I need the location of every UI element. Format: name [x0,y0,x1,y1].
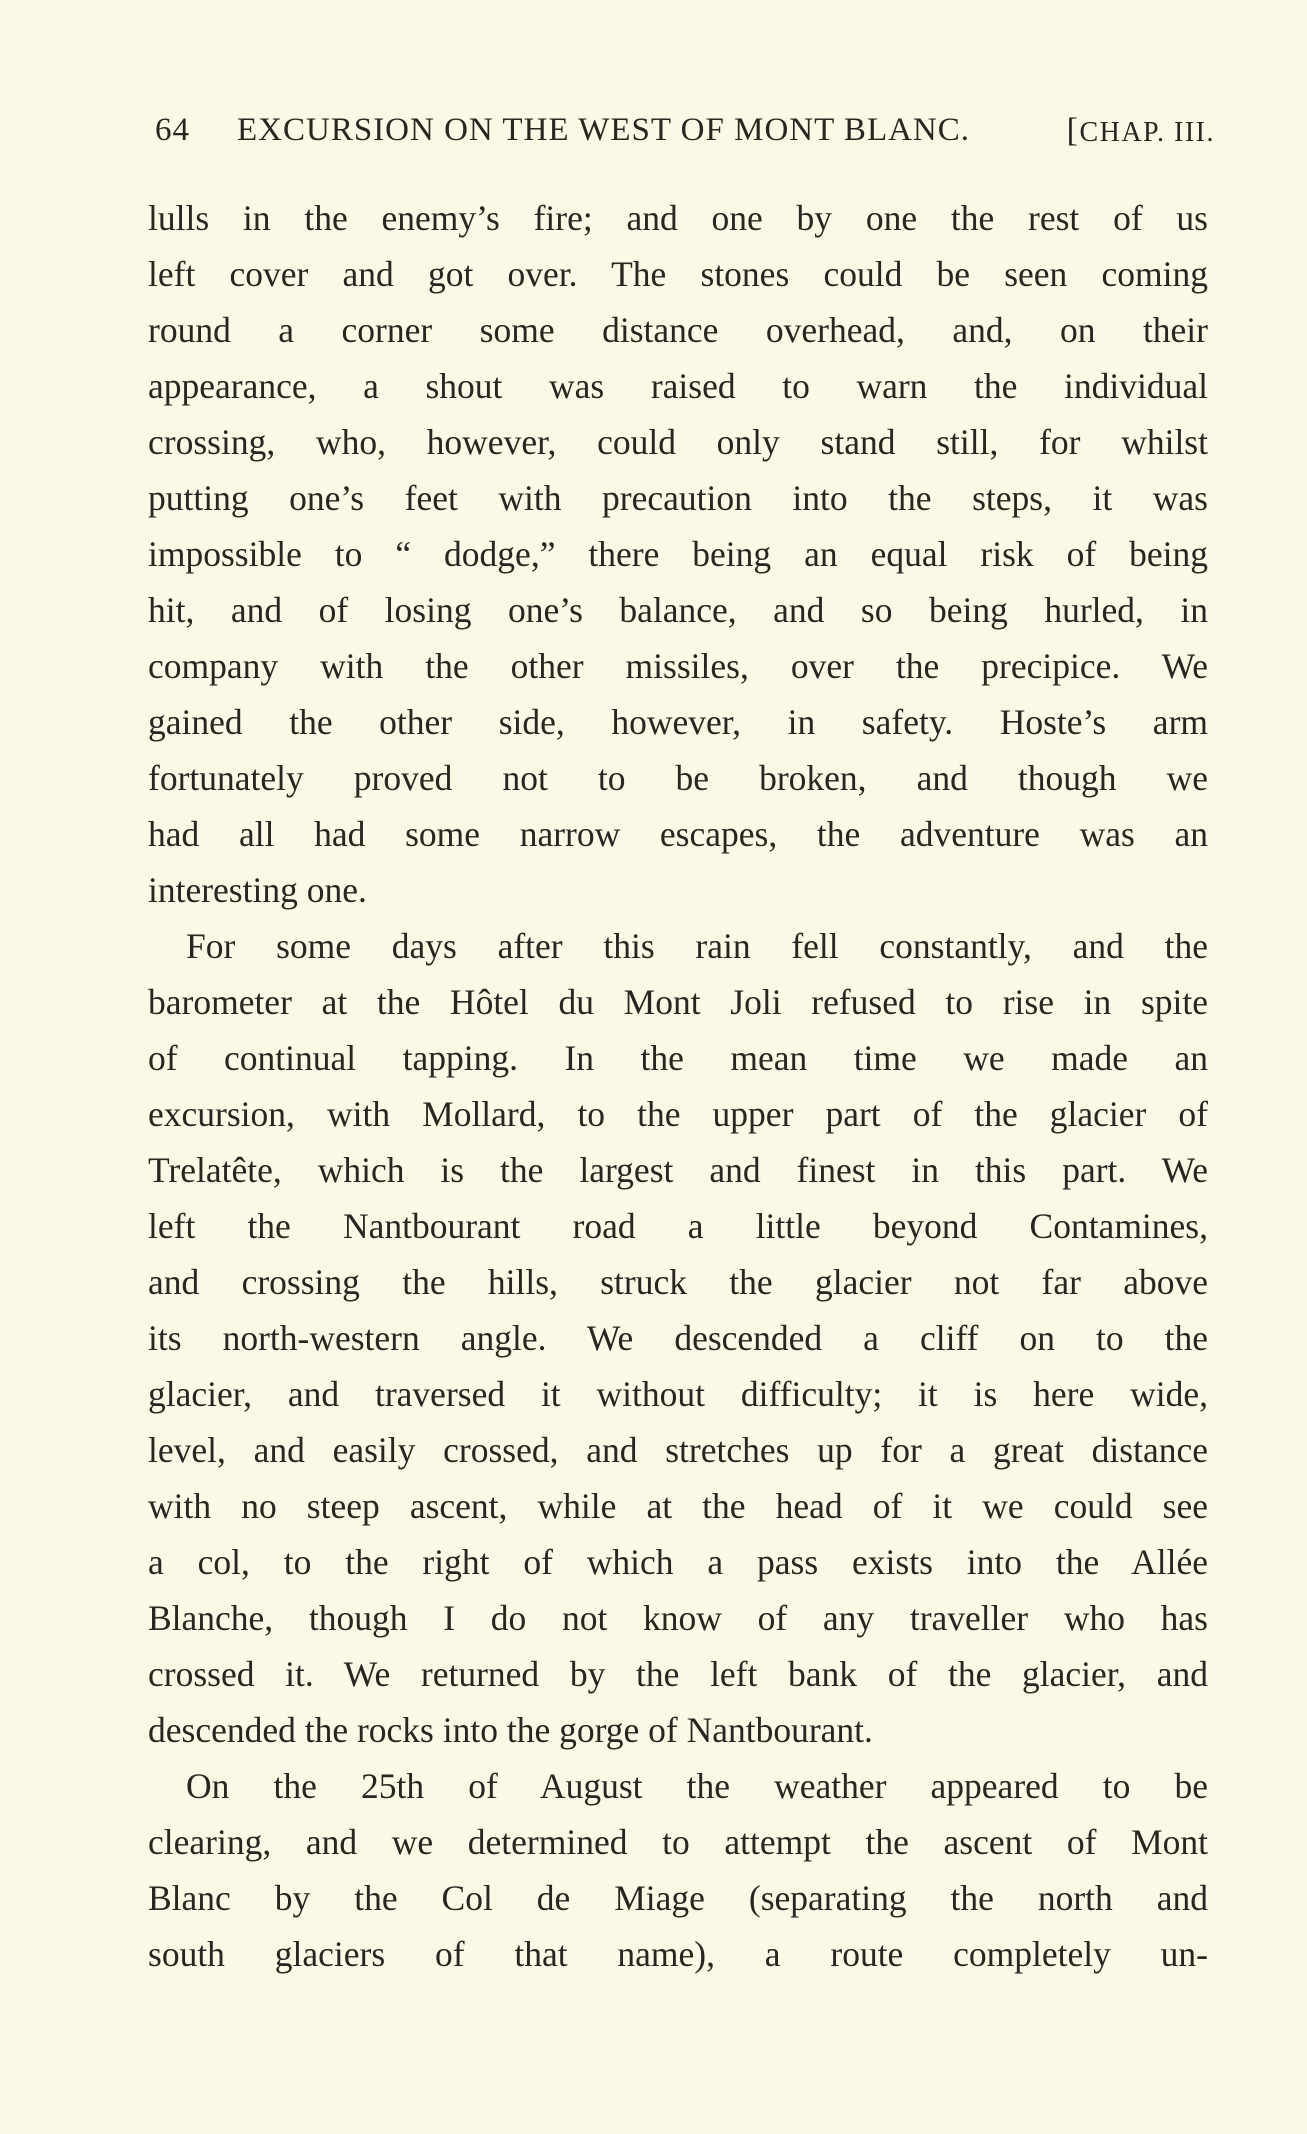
text-line: clearing, and we determined to attempt the ascent of Mont [148,1822,1208,1862]
chapter-bracket: [ [1066,112,1080,149]
text-line: putting one’s feet with precaution into the steps, it was [148,478,1208,518]
text-line: On the 25th of August the weather appeared to be [186,1766,1208,1806]
text-line: with no steep ascent, while at the head of it we could see [148,1486,1208,1526]
text-line: barometer at the Hôtel du Mont Joli refused to rise in spite [148,982,1208,1022]
running-title: EXCURSION ON THE WEST OF MONT BLANC. [237,112,971,148]
text-line: left cover and got over. The stones could be seen coming [148,254,1208,294]
text-line: company with the other missiles, over the precipice. We [148,646,1208,686]
text-line: Blanche, though I do not know of any traveller who has [148,1598,1208,1638]
page-number: 64 [155,112,190,148]
text-line: south glaciers of that name), a route completely un- [148,1934,1208,1974]
text-line: a col, to the right of which a pass exists into the Allée [148,1542,1208,1582]
text-line: excursion, with Mollard, to the upper part of the glacier of [148,1094,1208,1134]
text-line: level, and easily crossed, and stretches up for a great distance [148,1430,1208,1470]
text-line: interesting one. [148,870,367,910]
text-line: glacier, and traversed it without difficulty; it is here wide, [148,1374,1208,1414]
text-line: Trelatête, which is the largest and finest in this part. We [148,1150,1208,1190]
text-line: impossible to “ dodge,” there being an equal risk of being [148,534,1208,574]
text-line: crossed it. We returned by the left bank of the glacier, and [148,1654,1208,1694]
text-line: Blanc by the Col de Miage (separating the north and [148,1878,1208,1918]
text-line: lulls in the enemy’s fire; and one by one the rest of us [148,198,1208,238]
chapter-marker [1067,112,1215,150]
text-line: hit, and of losing one’s balance, and so being hurled, in [148,590,1208,630]
text-line: fortunately proved not to be broken, and though we [148,758,1208,798]
text-line: left the Nantbourant road a little beyond Contamines, [148,1206,1208,1246]
text-line: crossing, who, however, could only stand still, for whilst [148,422,1208,462]
text-line: its north-western angle. We descended a cliff on to the [148,1318,1208,1358]
text-line: For some days after this rain fell constantly, and the [186,926,1208,966]
text-line: of continual tapping. In the mean time we made an [148,1038,1208,1078]
text-line: gained the other side, however, in safety. Hoste’s arm [148,702,1208,742]
page-header [155,112,1215,162]
text-line: and crossing the hills, struck the glacier not far above [148,1262,1208,1302]
text-line: round a corner some distance overhead, and, on their [148,310,1208,350]
text-line: had all had some narrow escapes, the adventure was an [148,814,1208,854]
text-line: appearance, a shout was raised to warn the individual [148,366,1208,406]
body-text [148,190,1208,1982]
chapter-label: CHAP. III. [1079,117,1215,148]
text-line: descended the rocks into the gorge of Nantbourant. [148,1710,873,1750]
